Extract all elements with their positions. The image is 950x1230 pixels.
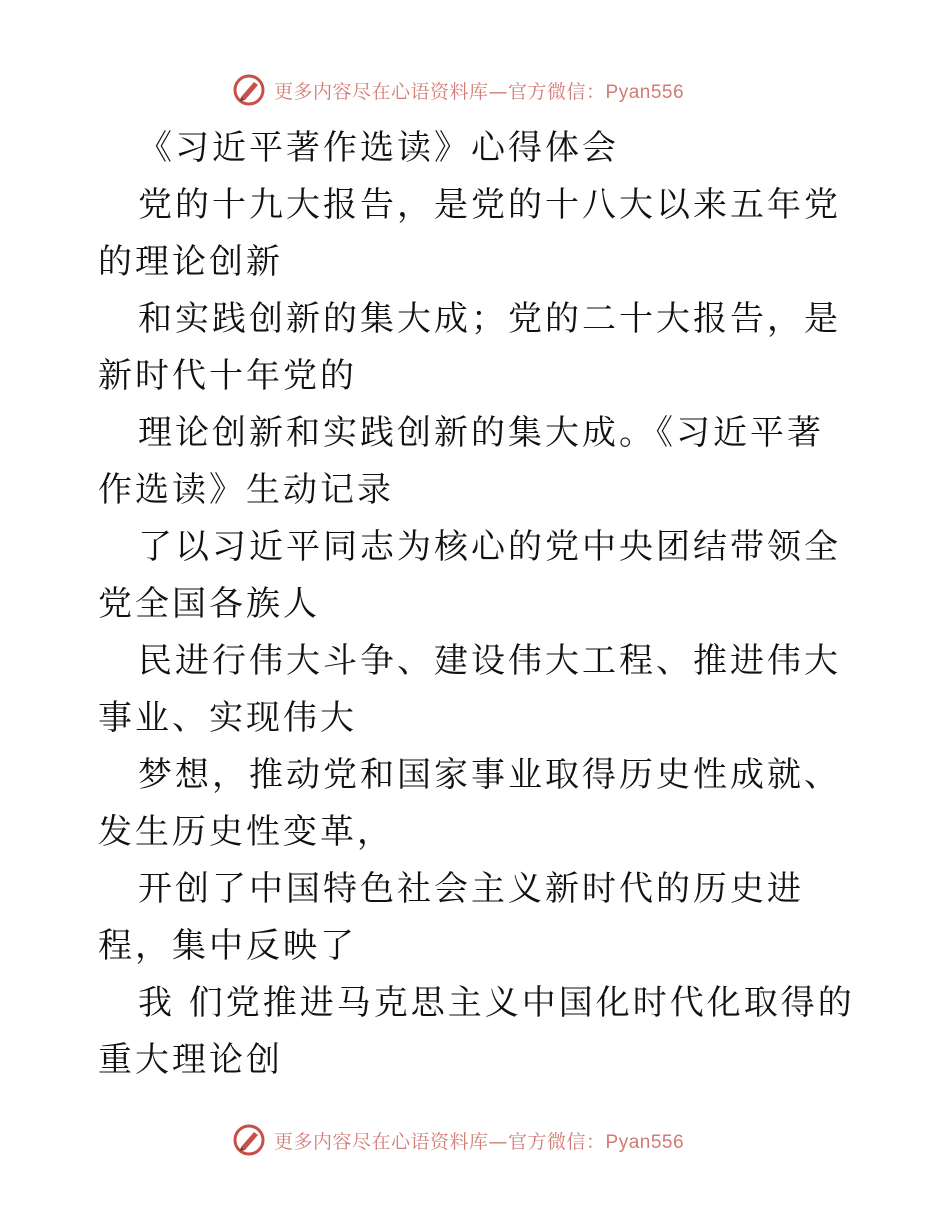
watermark-label: 更多内容尽在心语资料库—官方微信： — [274, 1130, 606, 1153]
footer-watermark — [232, 1120, 712, 1160]
watermark-text — [274, 77, 684, 104]
document-title: 《习近平著作选读》心得体会 — [138, 128, 619, 168]
red-pen-logo-icon — [232, 1123, 266, 1157]
watermark-label: 更多内容尽在心语资料库—官方微信： — [274, 80, 606, 103]
paragraph: 了以习近平同志为核心的党中央团结带领全党全国各族人 — [98, 527, 841, 624]
paragraph: 民进行伟大斗争、建设伟大工程、推进伟大事业、实现伟大 — [98, 641, 841, 738]
document-body — [98, 120, 858, 1089]
watermark-text — [274, 1127, 684, 1154]
watermark-id: Pyan556 — [605, 81, 685, 103]
watermark-id: Pyan556 — [605, 1131, 685, 1153]
paragraph: 党的十九大报告，是党的十八大以来五年党的理论创新 — [98, 185, 841, 282]
paragraph: 开创了中国特色社会主义新时代的历史进程，集中反映了 — [98, 869, 804, 966]
paragraph: 和实践创新的集大成；党的二十大报告，是新时代十年党的 — [98, 299, 841, 396]
header-watermark — [232, 70, 712, 110]
paragraph: 我 们党推进马克思主义中国化时代化取得的重大理论创 — [98, 983, 855, 1080]
paragraph: 梦想，推动党和国家事业取得历史性成就、发生历史性变革， — [98, 755, 841, 852]
red-pen-logo-icon — [232, 73, 266, 107]
paragraph: 理论创新和实践创新的集大成。《习近平著作选读》生动记录 — [98, 413, 824, 510]
